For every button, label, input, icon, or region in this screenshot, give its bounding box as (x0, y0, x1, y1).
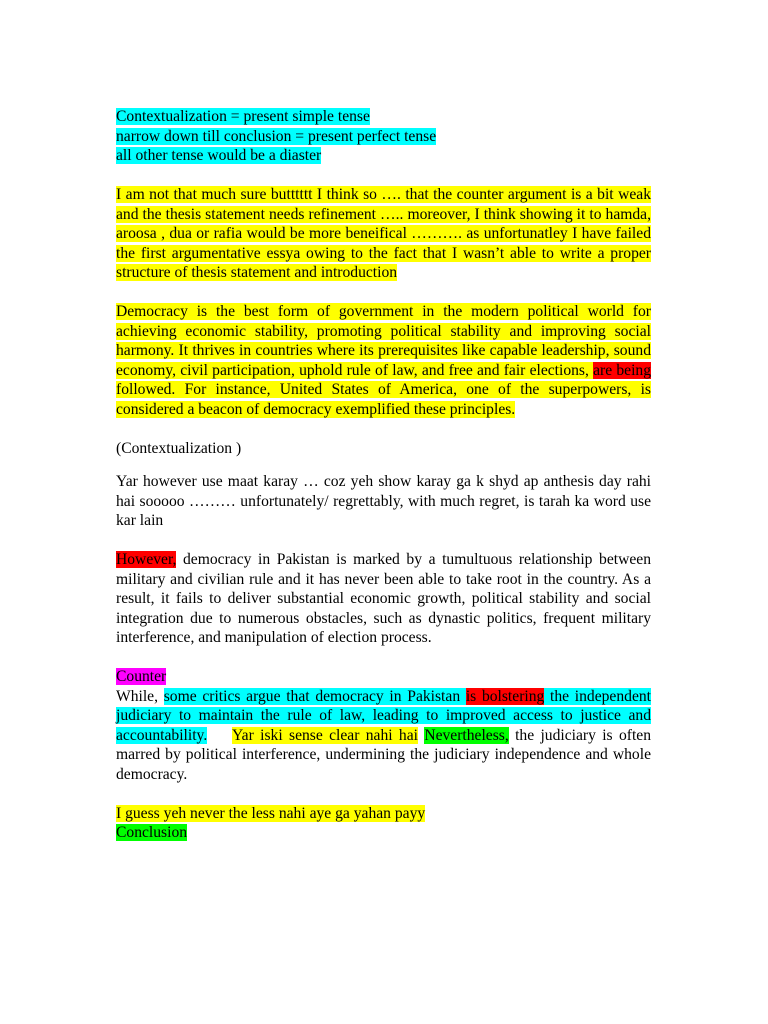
counter-flagged-phrase: is bolstering (465, 687, 545, 705)
rebuttal-text: the judiciary is often marred by political interference, undermining the judiciary independence and whole democracy. (116, 726, 651, 783)
tense-rule-2: narrow down till conclusion = present perfect tense (116, 127, 437, 145)
tense-rules (116, 107, 651, 166)
counter-text-1: some critics argue that democracy in Pakistan (163, 687, 466, 705)
thesis-paragraph (116, 550, 651, 648)
counter-paragraph (116, 687, 651, 785)
document-page (116, 107, 651, 843)
counter-gap (207, 727, 232, 744)
closing-comment: I guess yeh never the less nahi aye ga yahan payy (116, 804, 426, 822)
thesis-text: democracy in Pakistan is marked by a tumultuous relationship between military and civilian rule and it has never been able to take root in the country. As a result, it fails to deliver substantial economic growth, political stability and social integration due to numerous obstacles, such as dynastic politics, frequent military interference, and manipulation of election process. (116, 551, 651, 646)
intro-text-1: Democracy is the best form of government in the modern political world for achieving economic stability, promoting political stability and improving social harmony. It thrives in countries where its prerequisites like capable leadership, sound economy, civil participation, uphold rule of law, and free and fair elections, (116, 303, 651, 379)
counter-comment: Yar iski sense clear nahi hai (231, 726, 418, 744)
intro-flagged-phrase: are being (593, 361, 651, 379)
counter-text-2: the independent judiciary to maintain the rule of law, leading to improved access to justice and accountability. (116, 687, 651, 744)
feedback-text: I am not that much sure butttttt I think so …. that the counter argument is a bit weak and the thesis statement needs refinement ….. moreover, I think showing it to hamda, aroosa , dua or rafia would be more beneifical ………. as unfortunatley I have failed the first argumentative essya owing to the fact that I wasn’t able to write a proper structure of thesis statement and introduction (116, 186, 651, 281)
counter-label: Counter (116, 668, 167, 685)
reviewer-note: Yar however use maat karay … coz yeh show karay ga k shyd ap anthesis day rahi hai sooooo ……… unfortunately/ regrettably, with much regret, is tarah ka word use kar lain (116, 473, 651, 529)
tense-rule-3: all other tense would be a diaster (116, 147, 322, 164)
counter-lead: While, (116, 687, 164, 705)
counter-section (116, 667, 651, 784)
tense-rule-1: Contextualization = present simple tense (116, 108, 370, 125)
closing-section (116, 804, 651, 843)
introduction-paragraph (116, 302, 651, 419)
feedback-paragraph (116, 185, 651, 283)
rebuttal-label: Nevertheless, (424, 726, 509, 744)
contextualization-label: (Contextualization ) (116, 439, 242, 457)
intro-text-2: followed. For instance, United States of America, one of the superpowers, is considered a beacon of democracy exemplified these principles. (116, 381, 651, 418)
conclusion-label: Conclusion (116, 824, 188, 841)
thesis-flagged-word: However, (116, 551, 177, 568)
